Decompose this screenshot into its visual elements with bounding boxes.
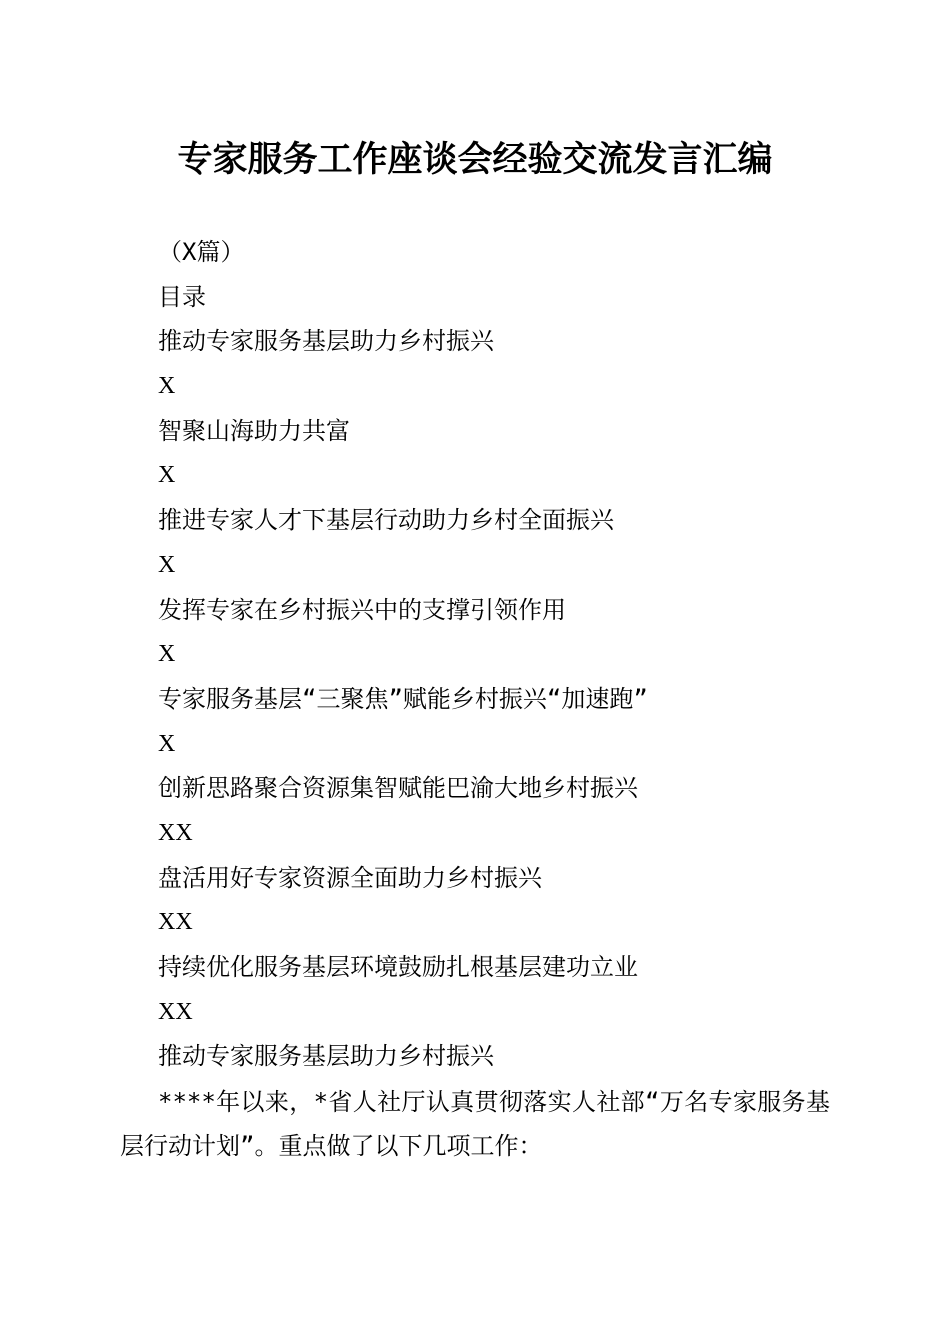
section-title: 推动专家服务基层助力乡村振兴 — [158, 1042, 494, 1071]
toc-item-author: X — [158, 641, 176, 668]
toc-item-author: X — [158, 551, 176, 578]
toc-item-author: X — [158, 373, 176, 400]
document-title: 专家服务工作座谈会经验交流发言汇编 — [177, 139, 773, 180]
toc-item-author: XX — [158, 909, 193, 936]
toc-item-title: 盘活用好专家资源全面助力乡村振兴 — [158, 863, 542, 892]
toc-item-author: XX — [158, 998, 193, 1025]
toc-heading: 目录 — [158, 282, 206, 311]
toc-item-title: 推进专家人才下基层行动助力乡村全面振兴 — [158, 506, 614, 535]
table-of-contents — [158, 230, 858, 1079]
toc-item-author: X — [158, 462, 176, 489]
toc-item-author: XX — [158, 819, 193, 846]
toc-item-title: 专家服务基层“三聚焦”赋能乡村振兴“加速跑” — [158, 684, 648, 713]
toc-item-title: 智聚山海助力共富 — [158, 416, 350, 445]
body-paragraph: ****年以来，*省人社厅认真贯彻落实人社部“万名专家服务基层行动计划”。重点做了以下几项工作： — [120, 1088, 830, 1160]
toc-item-title: 发挥专家在乡村振兴中的支撑引领作用 — [158, 595, 566, 624]
document-subtitle: （X篇） — [158, 238, 245, 266]
toc-item-author: X — [158, 730, 176, 757]
toc-item-title: 持续优化服务基层环境鼓励扎根基层建功立业 — [158, 953, 638, 981]
toc-item-title: 创新思路聚合资源集智赋能巴渝大地乡村振兴 — [158, 774, 638, 803]
toc-item-title: 推动专家服务基层助力乡村振兴 — [158, 327, 494, 356]
